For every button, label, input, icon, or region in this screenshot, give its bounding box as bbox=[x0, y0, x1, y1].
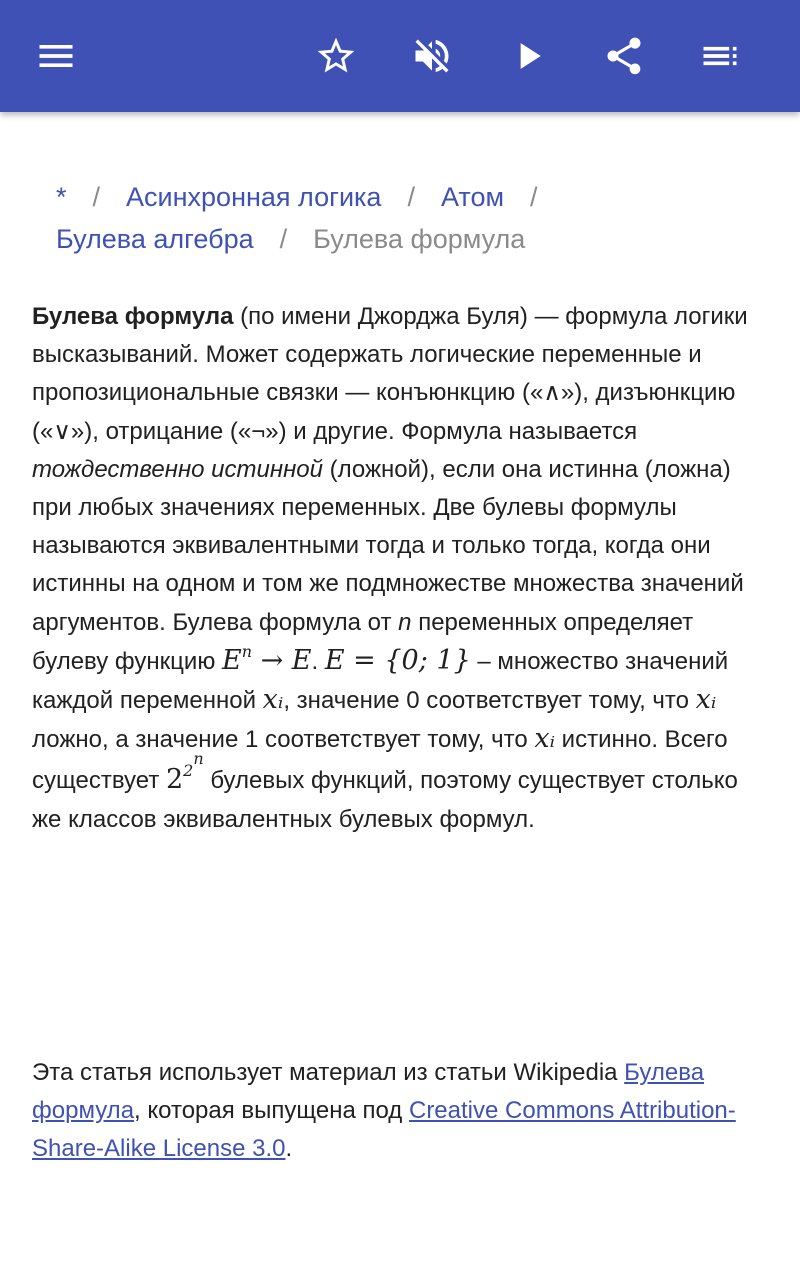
license-text: , которая выпущена под bbox=[134, 1097, 409, 1125]
math-xi: xᵢ bbox=[262, 684, 284, 716]
breadcrumb-separator: / bbox=[407, 182, 415, 212]
play-icon bbox=[506, 34, 550, 78]
variable-n: n bbox=[398, 608, 412, 636]
italic-term: тождественно истинной bbox=[32, 455, 323, 483]
license-text: . bbox=[285, 1135, 293, 1163]
math-exponent: n bbox=[241, 641, 253, 661]
article-text: . bbox=[311, 647, 325, 675]
article-text: переменных определяет булеву функцию bbox=[32, 608, 694, 675]
article-text: (ложной), если она истинна (ложна) при любых значениях переменных. Две булевы формулы называются эквивалентными тогда и только тогда, когда они истинны на одном и том же подмножестве множества значений аргументов. Булева формула от bbox=[32, 455, 744, 636]
license-notice bbox=[32, 1054, 772, 1169]
breadcrumb-current: Булева формула bbox=[313, 224, 526, 254]
breadcrumb-link-root[interactable]: * bbox=[56, 182, 67, 212]
breadcrumb-separator: / bbox=[279, 224, 288, 254]
app-toolbar bbox=[0, 0, 800, 112]
favorite-button[interactable] bbox=[308, 28, 364, 84]
play-button[interactable] bbox=[500, 28, 556, 84]
math-function bbox=[221, 641, 312, 676]
toc-list-icon bbox=[698, 34, 742, 78]
breadcrumb bbox=[56, 176, 756, 260]
math-rest: → E bbox=[252, 644, 312, 676]
breadcrumb-link-async-logic[interactable]: Асинхронная логика bbox=[126, 182, 382, 212]
math-xi: xᵢ bbox=[695, 684, 717, 716]
star-outline-icon bbox=[314, 34, 358, 78]
article-text: истинно. Всего существует bbox=[32, 726, 728, 795]
breadcrumb-link-atom[interactable]: Атом bbox=[440, 182, 505, 212]
license-text: Эта статья использует материал из статьи Wikipedia bbox=[32, 1059, 625, 1086]
article-text: ложно, а значение 1 соответствует тому, что bbox=[32, 726, 535, 754]
article-title-term: Булева формула bbox=[32, 303, 234, 330]
math-count bbox=[165, 749, 204, 796]
share-button[interactable] bbox=[596, 28, 652, 84]
math-xi: xᵢ bbox=[534, 723, 556, 755]
share-icon bbox=[602, 34, 646, 78]
math-exponent-base: 2 bbox=[183, 761, 194, 781]
math-set: E = {0; 1} bbox=[324, 644, 471, 676]
volume-off-icon bbox=[410, 34, 454, 78]
table-of-contents-button[interactable] bbox=[692, 28, 748, 84]
mute-button[interactable] bbox=[404, 28, 460, 84]
math-base: 2 bbox=[165, 764, 184, 796]
article-text: булевых функций, поэтому существует столько же классов эквивалентных булевых формул. bbox=[32, 767, 738, 833]
breadcrumb-link-boolean-algebra[interactable]: Булева алгебра bbox=[56, 224, 254, 254]
menu-icon bbox=[34, 34, 78, 78]
wikipedia-article-link[interactable]: Булева формула bbox=[32, 1059, 705, 1125]
article-body bbox=[32, 298, 772, 839]
article-paragraph bbox=[32, 298, 772, 839]
menu-button[interactable] bbox=[28, 28, 84, 84]
breadcrumb-separator: / bbox=[92, 182, 101, 212]
math-base: E bbox=[221, 644, 242, 676]
license-paragraph bbox=[32, 1054, 772, 1169]
breadcrumb-separator: / bbox=[530, 182, 538, 212]
math-exponent bbox=[183, 749, 204, 781]
license-link[interactable]: Creative Commons Attribution-Share-Alike License 3.0 bbox=[32, 1097, 736, 1163]
article-text: – множество значений каждой переменной bbox=[32, 647, 729, 715]
article-text: (по имени Джорджа Буля) — формула логики высказываний. Может содержать логические переменные и пропозициональные связки — конъюнкцию («∧»), дизъюнкцию («∨»), отрицание («¬») и другие. Формула называется bbox=[32, 303, 748, 445]
math-exponent-power: n bbox=[193, 749, 204, 769]
article-text: , значение 0 соответствует тому, что bbox=[283, 687, 696, 715]
